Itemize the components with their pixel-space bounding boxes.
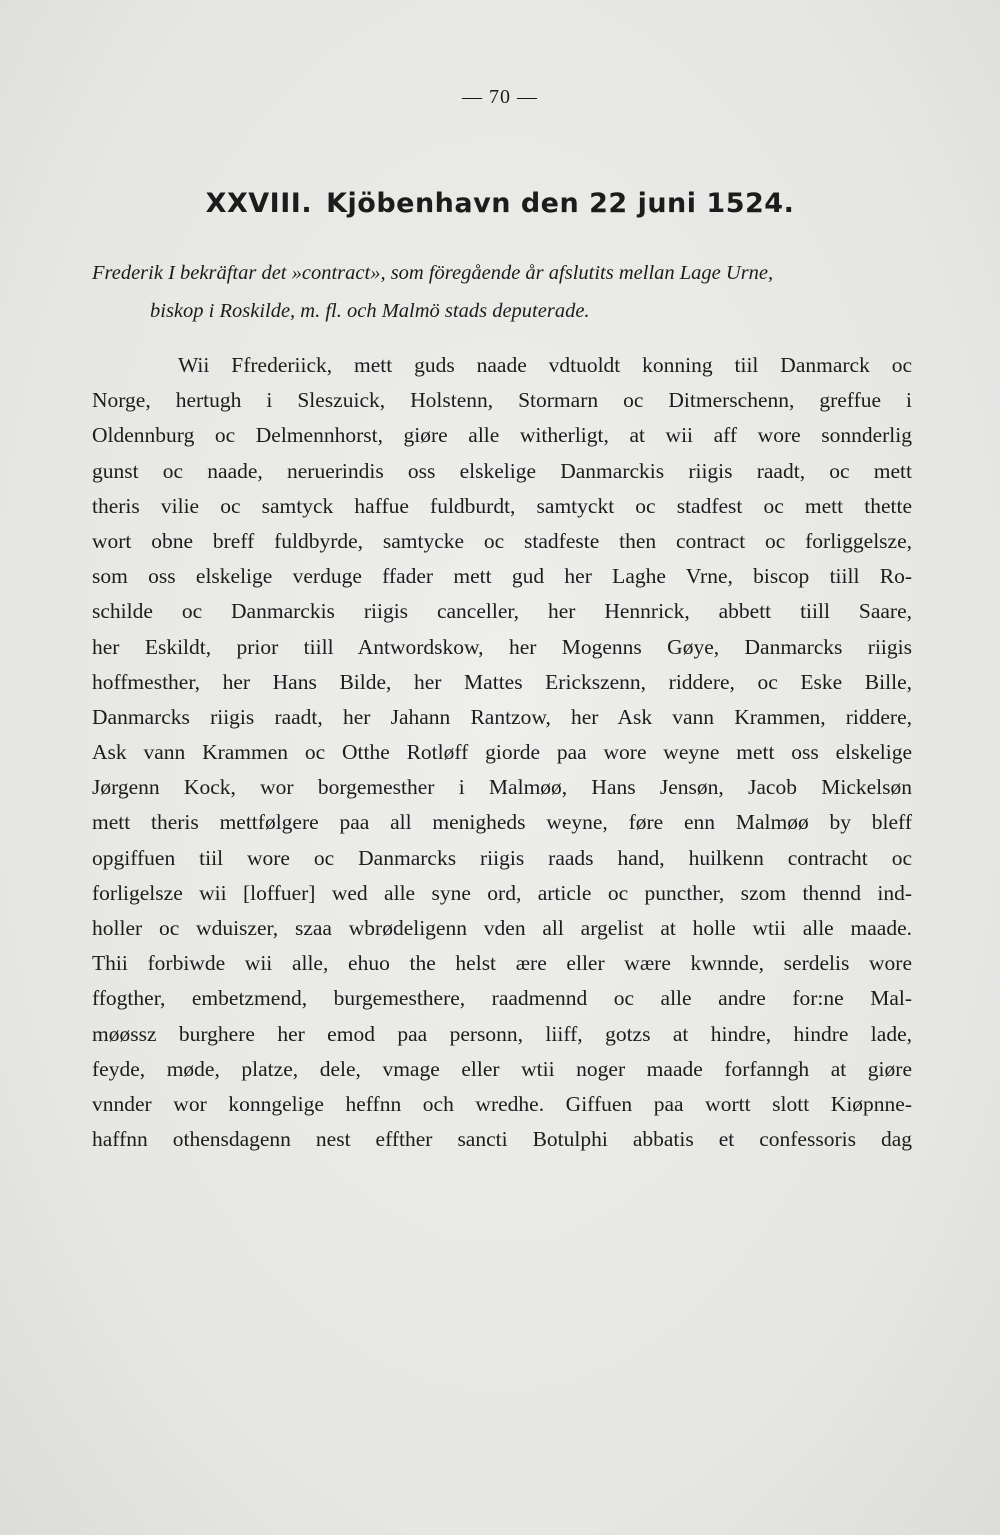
document-heading	[0, 188, 1000, 219]
body-line: her Eskildt, prior tiill Antwordskow, her Mogenns Gøye, Danmarcks riigis	[92, 634, 912, 659]
body-line: Norge, hertugh i Sleszuick, Holstenn, Stormarn oc Ditmerschenn, greffue i	[92, 388, 912, 413]
summary-line: Frederik I bekräftar det »contract», som föregående år afslutits mellan Lage Urne,	[92, 262, 774, 284]
body-line: Wii Ffrederiick, mett guds naade vdtuoldt konning tiil Danmarck oc	[178, 353, 912, 377]
body-line: feyde, møde, platze, dele, vmage eller wtii noger maade forfanngh at giøre	[92, 1056, 912, 1081]
body-line: møøssz burghere her emod paa personn, liiff, gotzs at hindre, hindre lade,	[92, 1021, 912, 1046]
document-body	[92, 348, 912, 1157]
document-summary	[92, 254, 912, 330]
body-line: schilde oc Danmarckis riigis canceller, her Hennrick, abbett tiill Saare,	[92, 599, 912, 624]
page-number: — 70 —	[462, 86, 538, 108]
body-line: Ask vann Krammen oc Otthe Rotløff giorde paa wore weyne mett oss elskelige	[92, 740, 912, 765]
body-line: Danmarcks riigis raadt, her Jahann Rantzow, her Ask vann Krammen, riddere,	[92, 704, 912, 729]
body-line: forligelsze wii [loffuer] wed alle syne ord, article oc puncther, szom thennd ind-	[92, 880, 912, 905]
body-line: haffnn othensdagenn nest effther sancti Botulphi abbatis et confessoris dag	[92, 1127, 912, 1152]
body-line: Oldennburg oc Delmennhorst, giøre alle witherligt, at wii aff wore sonnderlig	[92, 423, 912, 448]
body-line: gunst oc naade, neruerindis oss elskelige Danmarckis riigis raadt, oc mett	[92, 458, 912, 483]
document-number: XXVIII.	[205, 188, 313, 219]
document-title: Kjöbenhavn den 22 juni 1524.	[326, 188, 795, 219]
body-line: vnnder wor konngelige heffnn och wredhe. Giffuen paa wortt slott Kiøpnne-	[92, 1091, 912, 1116]
body-line: ffogther, embetzmend, burgemesthere, raadmennd oc alle andre for:ne Mal-	[92, 986, 912, 1011]
body-line: mett theris mettfølgere paa all menigheds weyne, føre enn Malmøø by bleff	[92, 810, 912, 835]
body-line: theris vilie oc samtyck haffue fuldburdt, samtyckt oc stadfest oc mett thette	[92, 493, 912, 518]
body-line: opgiffuen tiil wore oc Danmarcks riigis raads hand, huilkenn contracht oc	[92, 845, 912, 870]
body-line: Thii forbiwde wii alle, ehuo the helst ære eller wære kwnnde, serdelis wore	[92, 951, 912, 976]
summary-line: biskop i Roskilde, m. fl. och Malmö stads deputerade.	[150, 300, 590, 322]
body-line: wort obne breff fuldbyrde, samtycke oc stadfeste then contract oc forliggelsze,	[92, 528, 912, 553]
body-line: holler oc wduiszer, szaa wbrødeligenn vden all argelist at holle wtii alle maade.	[92, 916, 912, 940]
body-line: som oss elskelige verduge ffader mett gud her Laghe Vrne, biscop tiill Ro-	[92, 564, 912, 589]
body-line: hoffmesther, her Hans Bilde, her Mattes Erickszenn, riddere, oc Eske Bille,	[92, 669, 912, 694]
body-line: Jørgenn Kock, wor borgemesther i Malmøø, Hans Jensøn, Jacob Mickelsøn	[92, 775, 912, 800]
